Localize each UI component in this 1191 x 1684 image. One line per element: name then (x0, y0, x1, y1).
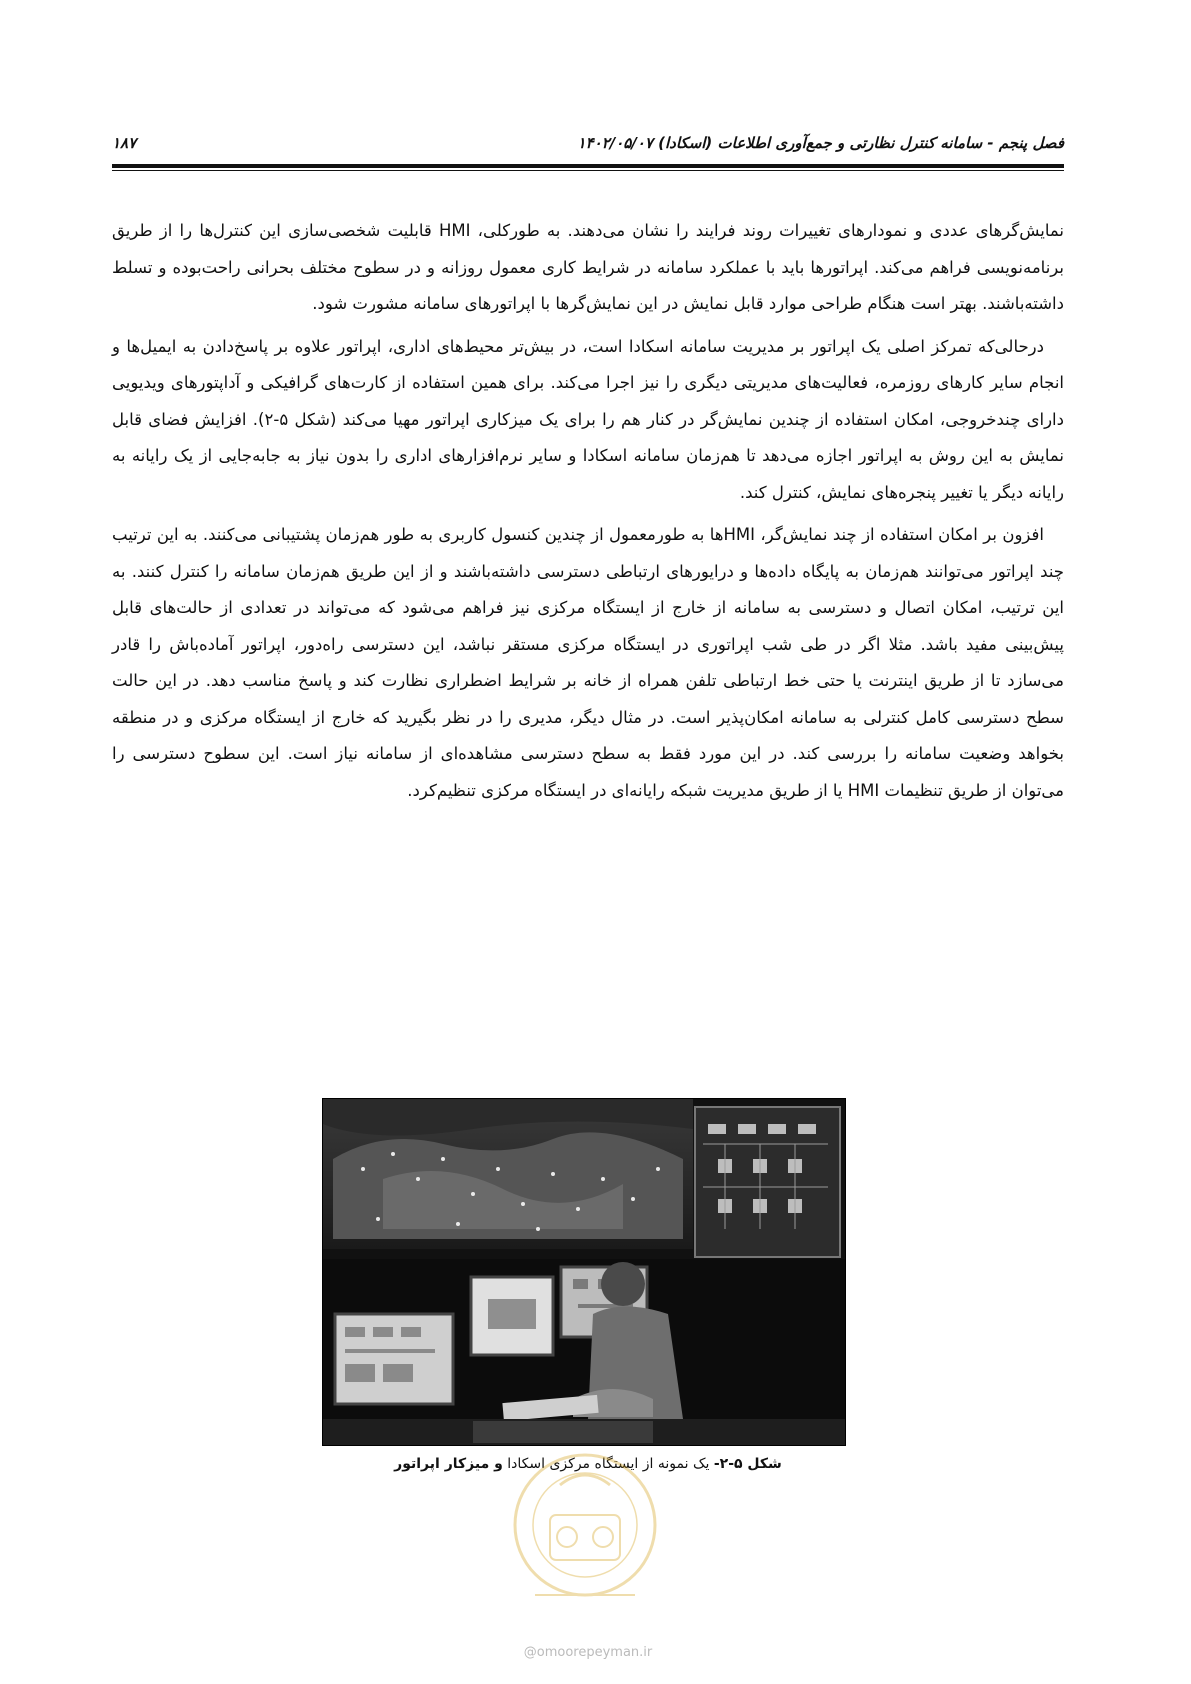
chapter-title: فصل پنجم - سامانه کنترل نظارتی و جمع‌آوری اطلاعات (اسکادا) ۱۴۰۲/۰۵/۰۷ (577, 134, 1064, 152)
paragraph-1: نمایش‌گرهای عددی و نمودارهای تغییرات روند فرایند را نشان می‌دهند. به طورکلی، HMI قابلیت شخصی‌سازی این کنترل‌ها را از طریق برنامه‌نویسی فراهم می‌کند. اپراتورها باید با عملکرد سامانه در شرایط کاری معمول روزانه و در سطوح مختلف بحرانی راحت‌بوده و تسلط داشته‌باشند. بهتر است هنگام طراحی موارد قابل نمایش در این نمایش‌گرها با اپراتورهای سامانه مشورت شود. (112, 221, 1065, 313)
figure-caption-label: شکل ۵-۲- (713, 1456, 782, 1472)
header-rule-thin (112, 170, 1064, 171)
figure-caption-part2: میزکار اپراتور (394, 1456, 495, 1472)
body-text (112, 213, 1064, 815)
website-watermark: @omoorepeyman.ir (523, 1645, 653, 1660)
figure-caption-and: و (494, 1456, 503, 1472)
watermark-seal (505, 1445, 665, 1660)
paragraph-3: افزون بر امکان استفاده از چند نمایش‌گر، HMIها به طورمعمول از چندین کنسول کاربری به طور هم‌زمان پشتیبانی می‌کنند. به این ترتیب چند اپراتور می‌توانند هم‌زمان به پایگاه داده‌ها و درایورهای ارتباطی دسترسی داشته‌باشند و از این طریق هم‌زمان سامانه را کنترل کنند. به این ترتیب، امکان اتصال و دسترسی به سامانه از خارج از ایستگاه مرکزی نیز فراهم می‌شود که می‌تواند در تعدادی از حالت‌های قابل پیش‌بینی مفید باشد. مثلا اگر در طی شب اپراتوری در ایستگاه مرکزی مستقر نباشد، این دسترسی راه‌دور، اپراتور آماده‌باش را قادر می‌سازد تا از طریق اینترنت یا حتی خط ارتباطی تلفن همراه از خانه بر شرایط اضطراری نظارت کند و پاسخ مناسب دهد. در این حالت سطح دسترسی کامل کنترلی به سامانه امکان‌پذیر است. در مثال دیگر، مدیری را در نظر بگیرید که خارج از ایستگاه مرکزی و در منطقه بخواهد وضعیت سامانه را بررسی کند. در این مورد فقط به سطح دسترسی مشاهده‌ای از سامانه نیاز است. این سطوح دسترسی را می‌توان از طریق تنظیمات HMI یا از طریق مدیریت شبکه رایانه‌ای در ایستگاه مرکزی تنظیم‌کرد. (112, 525, 1064, 800)
paragraph-2: درحالی‌که تمرکز اصلی یک اپراتور بر مدیریت سامانه اسکادا است، در بیش‌تر محیط‌های اداری، اپراتور علاوه بر پاسخ‌دادن به ایمیل‌ها و انجام سایر کارهای روزمره، فعالیت‌های مدیریتی دیگری را نیز اجرا می‌کند. برای همین استفاده از کارت‌های گرافیکی و آداپتورهای ویدیویی دارای چندخروجی، امکان استفاده از چندین نمایش‌گر در کنار هم را برای یک میزکاری اپراتور مهیا می‌کند (شکل ۵-۲). افزایش فضای قابل نمایش به این روش به اپراتور اجازه می‌دهد تا هم‌زمان سامانه اسکادا و سایر نرم‌افزارهای اداری را بدون نیاز به جابه‌جایی از یک رایانه به رایانه دیگر یا تغییر پنجره‌های نمایش، کنترل کند. (112, 336, 1064, 502)
header-rule-thick (112, 164, 1064, 168)
page-header (112, 122, 1064, 162)
control-room-photo (322, 1098, 846, 1446)
page-number: ۱۸۷ (112, 134, 137, 152)
figure-caption-part1: یک نمونه از ایستگاه مرکزی اسکادا (502, 1456, 714, 1472)
